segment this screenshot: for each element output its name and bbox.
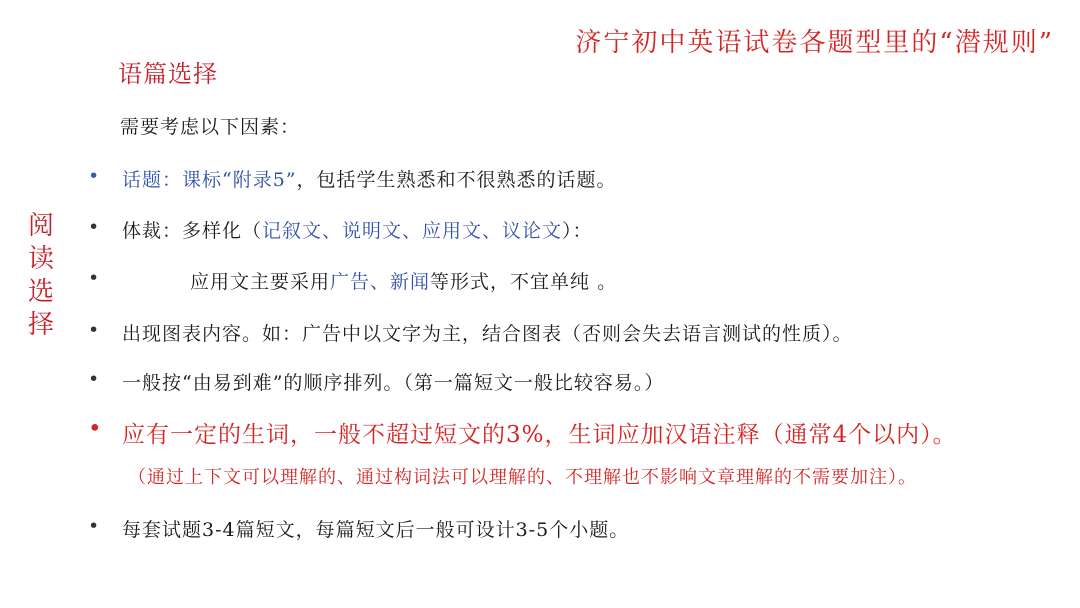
bullet-dot: • bbox=[88, 515, 101, 537]
applied-tail: 等形式，不宜单纯 。 bbox=[430, 271, 618, 293]
topic-rest: ，包括学生熟悉和不很熟悉的话题。 bbox=[296, 169, 617, 191]
bullet-dot: • bbox=[88, 319, 101, 341]
applied-lead: 应用文主要采用 bbox=[190, 271, 331, 293]
bullet-text: 每套试题3-4篇短文，每篇短文后一般可设计3-5个小题。 bbox=[122, 519, 630, 541]
bullet-text: 出现图表内容。如：广告中以文字为主，结合图表（否则会失去语言测试的性质）。 bbox=[122, 323, 853, 345]
side-label bbox=[26, 210, 56, 342]
bullet-dot: • bbox=[88, 216, 101, 238]
section-heading: 语篇选择 bbox=[118, 60, 218, 88]
vocab-note: （通过上下文可以理解的、通过构词法可以理解的、不理解也不影响文章理解的不需要加注）。 bbox=[128, 467, 917, 488]
side-label-char: 择 bbox=[27, 310, 54, 340]
bullet-text bbox=[122, 165, 617, 192]
bullet-text bbox=[190, 267, 617, 294]
bullet-dot: • bbox=[88, 165, 101, 187]
bullet-text bbox=[122, 216, 593, 243]
genre-tail: ）： bbox=[562, 220, 593, 242]
genre-lead: 体裁：多样化（ bbox=[122, 220, 263, 242]
intro-text: 需要考虑以下因素： bbox=[120, 116, 301, 138]
applied-highlight: 广告、新闻 bbox=[330, 271, 431, 293]
bullet-text: 应有一定的生词，一般不超过短文的3%，生词应加汉语注释（通常4个以内）。 bbox=[122, 422, 957, 448]
bullet-text: 一般按“由易到难”的顺序排列。（第一篇短文一般比较容易。） bbox=[122, 372, 665, 394]
bullet-dot: • bbox=[88, 368, 101, 390]
side-label-char: 读 bbox=[27, 244, 54, 274]
bullet-dot: • bbox=[88, 267, 101, 289]
side-label-char: 阅 bbox=[27, 211, 54, 241]
topic-highlight: 话题：课标“附录5” bbox=[122, 169, 297, 191]
side-label-char: 选 bbox=[27, 277, 54, 307]
slide-title: 济宁初中英语试卷各题型里的“潜规则” bbox=[575, 28, 1054, 58]
genre-highlight: 记叙文、说明文、应用文、议论文 bbox=[262, 220, 563, 242]
bullet-dot: • bbox=[88, 416, 103, 442]
